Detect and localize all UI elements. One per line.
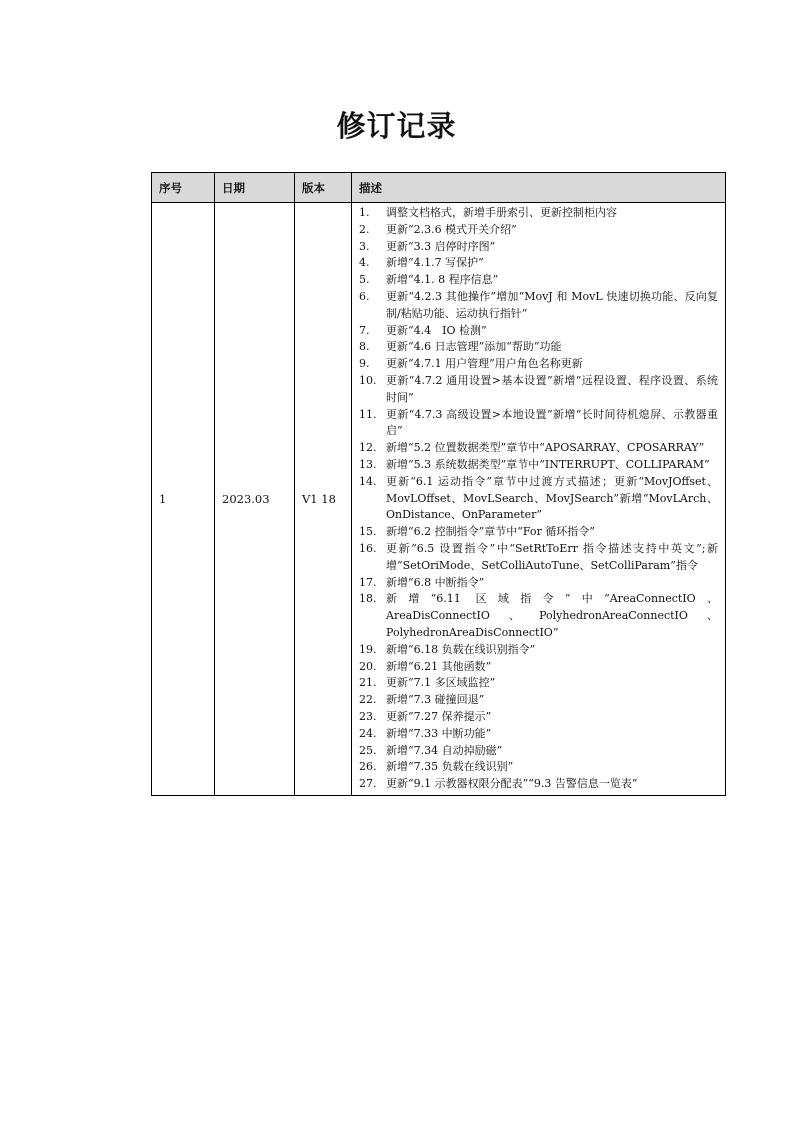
list-item (359, 407, 718, 441)
list-item-text: 新增“7.3 碰撞回退” (386, 693, 485, 707)
list-item-number: 23. (359, 709, 377, 723)
list-item-text: 更新“7.1 多区域监控” (386, 676, 496, 690)
list-item-text: 更新“4.6 日志管理”添加“帮助”功能 (386, 340, 562, 354)
list-item (359, 239, 718, 256)
list-item-number: 18. (359, 592, 377, 606)
list-item-number: 27. (359, 777, 377, 791)
list-item-text: 更新“4.7.1 用户管理”用户角色名称更新 (386, 357, 583, 371)
list-item (359, 524, 718, 541)
list-item-text: 更新“9.1 示教器权限分配表”“9.3 告警信息一览表” (386, 777, 638, 791)
list-item (359, 575, 718, 592)
list-item (359, 541, 718, 575)
list-item-text: 更新“4.7.3 高级设置>本地设置”新增“长时间待机熄屏、示教器重启” (386, 407, 718, 438)
list-item-text: 更新“6.5 设置指令”中“SetRtToErr 指令描述支持中英文”;新增“SetOriMode、SetColliAutoTune、SetColliParam”指令 (386, 541, 718, 572)
list-item-text: 更新“2.3.6 模式开关介绍” (386, 222, 517, 236)
list-item-text: 新增“7.33 中断功能” (386, 726, 492, 740)
list-item (359, 726, 718, 743)
list-item-text: 新增“5.3 系统数据类型”章节中“INTERRUPT、COLLIPARAM” (386, 457, 710, 471)
list-item-number: 6. (359, 289, 370, 303)
list-item-text: 新增“4.1.7 写保护” (386, 256, 484, 270)
list-item-text: 新增“6.8 中断指令” (386, 575, 485, 589)
list-item (359, 776, 718, 793)
list-item-text: 更新“4.4 IO 检测” (386, 323, 487, 337)
list-item (359, 289, 718, 323)
list-item (359, 759, 718, 776)
list-item-number: 19. (359, 642, 377, 656)
row-description (352, 203, 726, 796)
list-item-number: 17. (359, 575, 377, 589)
change-list (359, 205, 718, 793)
list-item (359, 743, 718, 760)
list-item (359, 222, 718, 239)
list-item-number: 3. (359, 239, 370, 253)
row-date: 2023.03 (215, 203, 295, 796)
list-item-text: 新增“4.1. 8 程序信息” (386, 273, 499, 287)
header-description: 描述 (352, 173, 726, 203)
list-item (359, 255, 718, 272)
header-date: 日期 (215, 173, 295, 203)
list-item-number: 20. (359, 659, 377, 673)
header-index: 序号 (152, 173, 215, 203)
list-item-text: 更新“4.2.3 其他操作”增加“MovJ 和 MovL 快速切换功能、反向复制/粘贴功能、运动执行指针” (386, 289, 718, 320)
list-item (359, 659, 718, 676)
list-item (359, 356, 718, 373)
list-item-text: 更新“4.7.2 通用设置>基本设置”新增“远程设置、程序设置、系统时间” (386, 373, 718, 404)
list-item-number: 2. (359, 222, 370, 236)
list-item (359, 373, 718, 407)
list-item-number: 21. (359, 676, 377, 690)
list-item (359, 272, 718, 289)
list-item-text: 新增“6.21 其他函数” (386, 659, 492, 673)
page-title: 修订记录 (336, 109, 457, 143)
list-item (359, 440, 718, 457)
list-item (359, 323, 718, 340)
list-item (359, 642, 718, 659)
table-row (152, 203, 726, 796)
list-item-number: 14. (359, 474, 377, 488)
list-item (359, 591, 718, 641)
list-item (359, 692, 718, 709)
revision-table (151, 172, 726, 796)
list-item-text: 新增“6.18 负载在线识别指令” (386, 642, 536, 656)
header-version: 版本 (295, 173, 352, 203)
list-item (359, 339, 718, 356)
list-item-number: 7. (359, 323, 370, 337)
list-item-number: 12. (359, 441, 377, 455)
list-item-number: 16. (359, 541, 377, 555)
list-item-number: 15. (359, 525, 377, 539)
list-item-text: 新增“7.34 自动掉励磁” (386, 743, 503, 757)
list-item-number: 22. (359, 693, 377, 707)
list-item (359, 675, 718, 692)
list-item-text: 更新“7.27 保养提示” (386, 709, 492, 723)
list-item-text: 更新“6.1 运动指令”章节中过渡方式描述；更新“MovJOffset、MovLOffset、MovLSearch、MovJSearch”新增“MovLArch、OnDistance、OnParameter” (386, 474, 718, 522)
table-header-row (152, 173, 726, 203)
list-item-text: 新增“5.2 位置数据类型”章节中“APOSARRAY、CPOSARRAY” (386, 441, 705, 455)
list-item-number: 25. (359, 743, 377, 757)
list-item-number: 9. (359, 357, 370, 371)
list-item (359, 457, 718, 474)
list-item (359, 205, 718, 222)
list-item-text: 调整文档格式，新增手册索引、更新控制柜内容 (386, 206, 617, 219)
list-item-number: 8. (359, 340, 370, 354)
list-item-number: 10. (359, 373, 377, 387)
list-item-number: 5. (359, 273, 370, 287)
list-item (359, 709, 718, 726)
list-item-text: 新增“6.11 区域指令”中“AreaConnectIO、AreaDisConnectIO、PolyhedronAreaConnectIO、PolyhedronAreaDisConnectIO” (386, 592, 718, 639)
list-item-text: 新增“6.2 控制指令”章节中“For 循环指令” (386, 525, 595, 539)
list-item-number: 11. (359, 407, 377, 421)
list-item-text: 更新“3.3 启停时序图” (386, 239, 496, 253)
list-item-number: 4. (359, 256, 370, 270)
list-item-number: 24. (359, 726, 377, 740)
list-item-number: 13. (359, 457, 377, 471)
list-item-text: 新增“7.35 负载在线识别” (386, 760, 514, 774)
row-index: 1 (152, 203, 215, 796)
list-item-number: 1. (359, 206, 370, 219)
row-version: V1 18 (295, 203, 352, 796)
list-item-number: 26. (359, 760, 377, 774)
list-item (359, 474, 718, 524)
